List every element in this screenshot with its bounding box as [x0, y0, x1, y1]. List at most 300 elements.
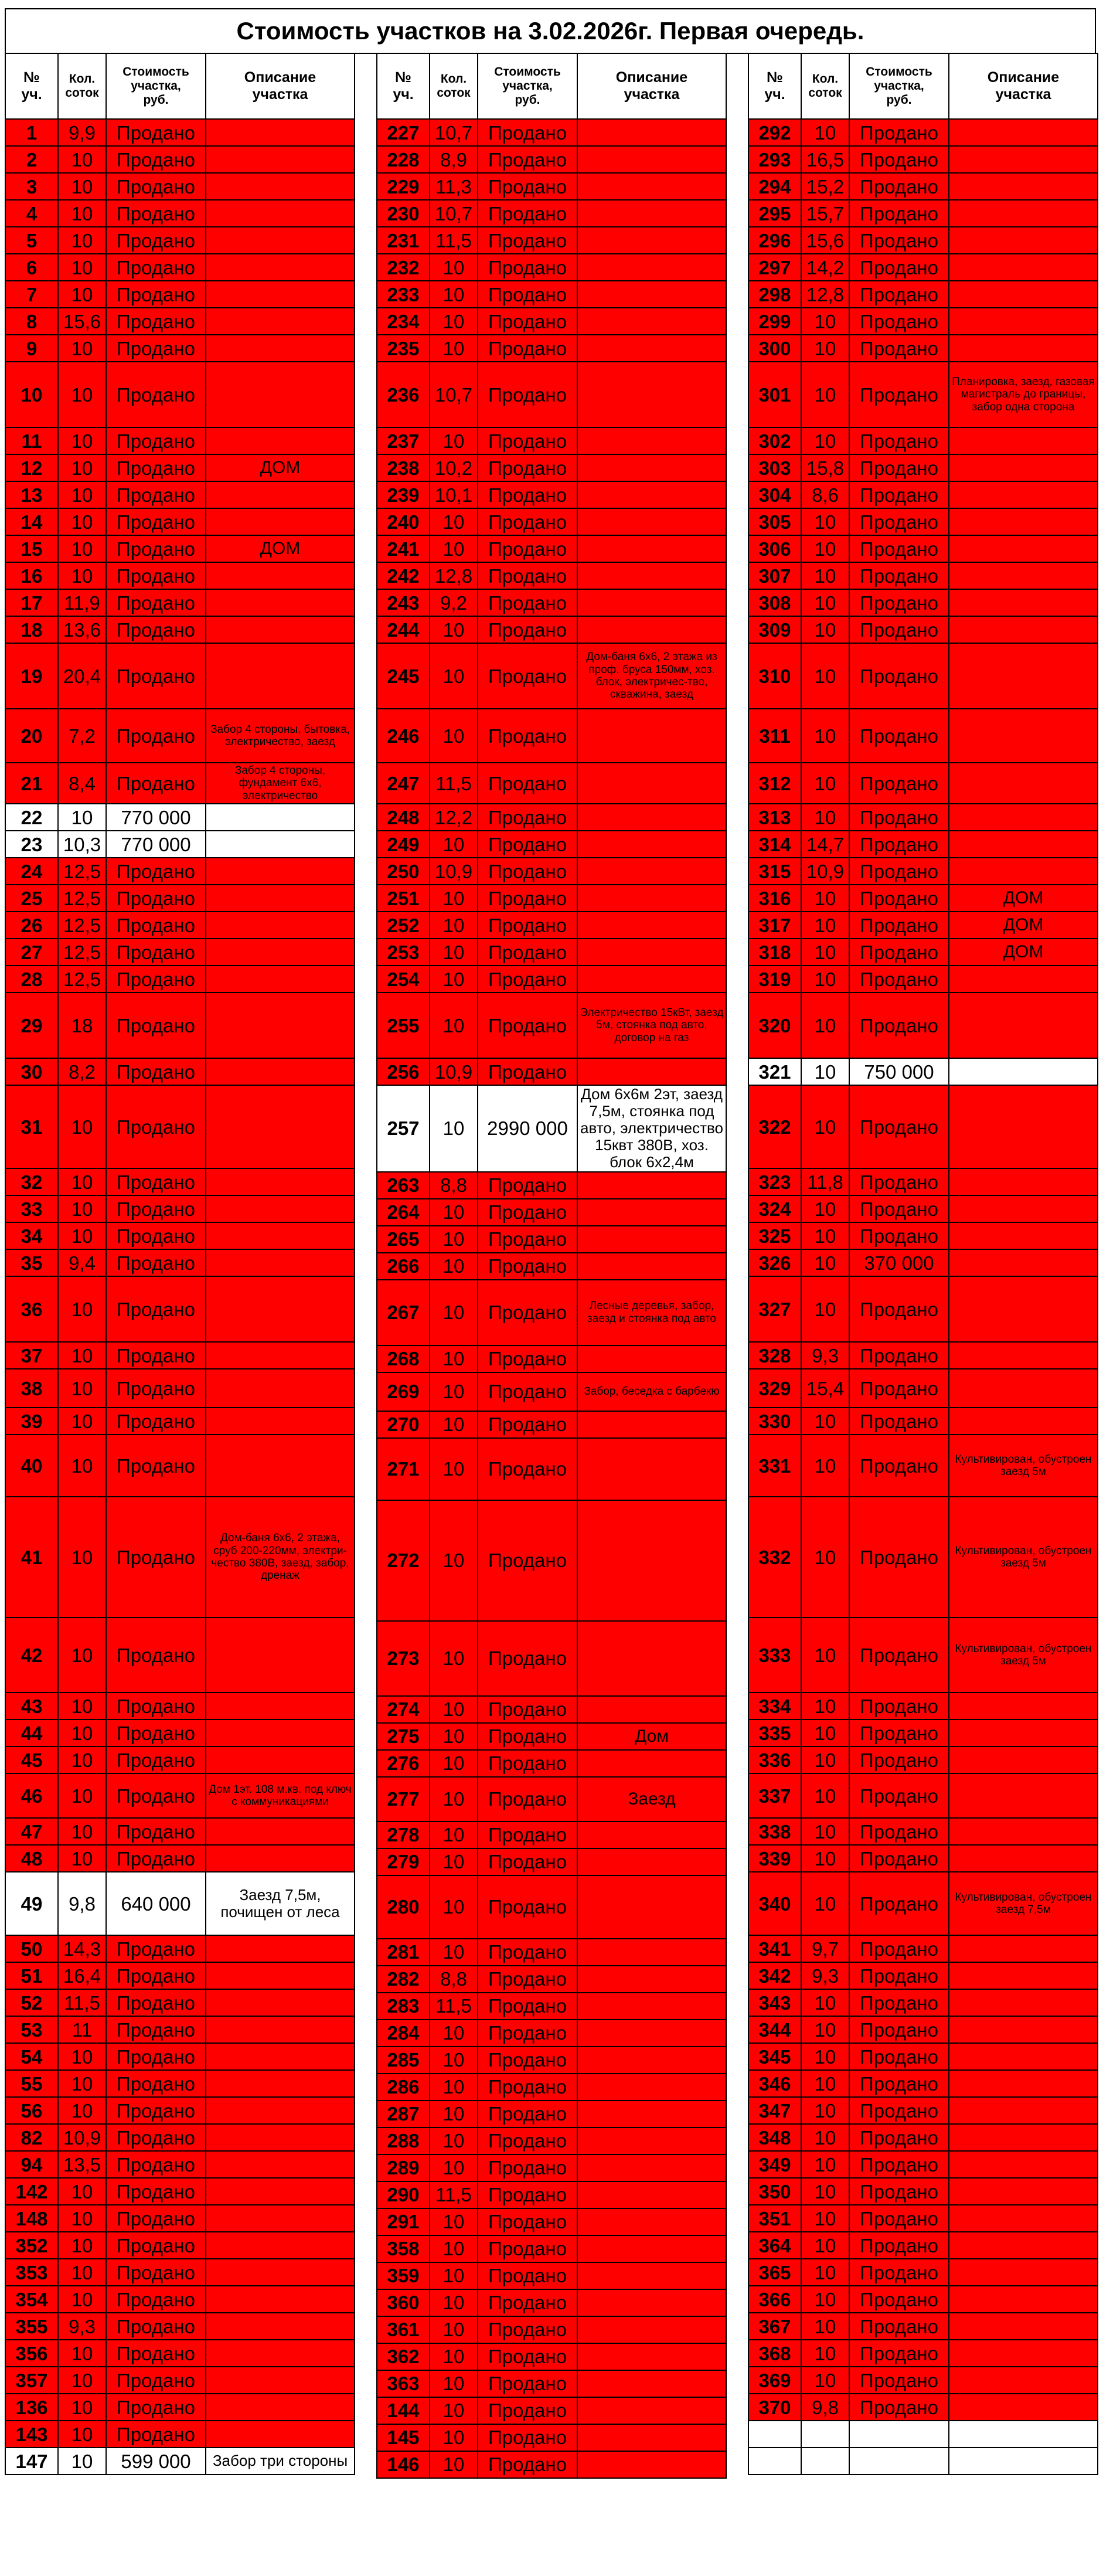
lot-price: Продано	[478, 254, 577, 281]
lot-price: Продано	[478, 1438, 577, 1500]
table-row	[748, 993, 1098, 1058]
lot-price: Продано	[106, 993, 206, 1058]
lot-number: 358	[377, 2235, 430, 2262]
lot-description	[577, 1411, 726, 1438]
table-row	[5, 1872, 355, 1935]
lot-number: 301	[748, 362, 801, 427]
lot-number: 369	[748, 2367, 801, 2394]
lot-price: Продано	[478, 454, 577, 481]
lot-price: Продано	[478, 2316, 577, 2343]
table-row	[5, 1845, 355, 1872]
lot-price: Продано	[478, 1939, 577, 1966]
lot-price: Продано	[106, 1249, 206, 1276]
lot-description	[949, 2448, 1098, 2475]
table-row	[748, 281, 1098, 308]
lot-price: Продано	[478, 1966, 577, 1993]
lot-number: 316	[748, 885, 801, 912]
lot-number: 250	[377, 858, 430, 885]
lot-description	[206, 858, 355, 885]
table-row	[377, 1085, 726, 1172]
table-row	[377, 589, 726, 616]
lot-price: Продано	[106, 1935, 206, 1962]
lot-description: Забор, беседка с барбекю	[577, 1372, 726, 1411]
lot-price: Продано	[478, 858, 577, 885]
lot-number: 31	[5, 1085, 58, 1168]
lot-area: 16,4	[58, 1962, 106, 1989]
lot-price: Продано	[478, 2154, 577, 2181]
lot-number: 53	[5, 2016, 58, 2043]
table-row	[5, 1342, 355, 1369]
lot-description	[577, 2074, 726, 2101]
lot-price: Продано	[478, 763, 577, 804]
lot-area: 8,6	[801, 481, 849, 508]
lot-price: Продано	[478, 481, 577, 508]
lot-number: 242	[377, 562, 430, 589]
table-row	[5, 1773, 355, 1818]
lot-price: Продано	[106, 1719, 206, 1746]
table-row	[748, 1617, 1098, 1693]
lot-area: 10	[58, 1435, 106, 1497]
lot-area: 10	[58, 2340, 106, 2367]
table-row	[748, 804, 1098, 831]
header-lot-number: № уч.	[377, 53, 430, 119]
lot-area: 10	[801, 2043, 849, 2070]
lot-number: 26	[5, 912, 58, 939]
lot-price: Продано	[478, 1280, 577, 1345]
lot-description	[206, 2394, 355, 2421]
lot-price: Продано	[849, 2124, 949, 2151]
lot-description	[949, 2232, 1098, 2259]
lot-price: Продано	[849, 146, 949, 173]
table-row	[377, 308, 726, 335]
lot-price: Продано	[849, 2178, 949, 2205]
lot-price: Продано	[106, 535, 206, 562]
lot-description	[949, 643, 1098, 709]
header-description: Описание участка	[206, 53, 355, 119]
lot-description	[206, 804, 355, 831]
table-row	[377, 173, 726, 200]
lot-description	[577, 427, 726, 454]
lot-number: 3	[5, 173, 58, 200]
lot-area: 11	[58, 2016, 106, 2043]
table-row	[377, 119, 726, 146]
lot-area: 10	[801, 2205, 849, 2232]
table-row	[377, 2424, 726, 2451]
lot-price: Продано	[106, 912, 206, 939]
lot-area: 10	[801, 589, 849, 616]
lot-description	[577, 1199, 726, 1226]
table-row	[5, 1276, 355, 1342]
lot-description	[949, 2286, 1098, 2313]
lot-number: 349	[748, 2151, 801, 2178]
lot-area: 10	[430, 1438, 478, 1500]
lot-area: 10	[801, 885, 849, 912]
lot-area: 10	[58, 1845, 106, 1872]
table-row	[377, 2289, 726, 2316]
table-row	[5, 616, 355, 643]
table-row	[748, 763, 1098, 804]
lot-area: 10	[58, 481, 106, 508]
lot-number: 310	[748, 643, 801, 709]
lot-description	[577, 146, 726, 173]
table-row	[377, 643, 726, 709]
lot-area: 10	[58, 427, 106, 454]
table-row	[377, 616, 726, 643]
lot-description	[577, 1875, 726, 1939]
lot-description	[206, 2016, 355, 2043]
table-row	[5, 2367, 355, 2394]
lot-price: Продано	[478, 119, 577, 146]
table-row	[748, 2448, 1098, 2475]
lot-description	[577, 912, 726, 939]
lot-number: 234	[377, 308, 430, 335]
lot-price: Продано	[478, 2128, 577, 2154]
lot-description	[577, 1253, 726, 1280]
table-row	[748, 1058, 1098, 1085]
table-row	[5, 2124, 355, 2151]
lot-description	[577, 939, 726, 966]
lot-description	[577, 2047, 726, 2074]
table-row	[377, 966, 726, 993]
lot-price: Продано	[478, 227, 577, 254]
lot-area: 10	[58, 2286, 106, 2313]
lot-area: 11,5	[58, 1989, 106, 2016]
lot-description	[949, 146, 1098, 173]
lot-table	[376, 53, 727, 2479]
lot-area: 10	[58, 508, 106, 535]
lot-number: 363	[377, 2370, 430, 2397]
lot-price: Продано	[849, 1693, 949, 1719]
lot-price: Продано	[106, 173, 206, 200]
lot-price: Продано	[478, 535, 577, 562]
lot-number: 27	[5, 939, 58, 966]
lot-number: 317	[748, 912, 801, 939]
lot-description	[206, 2070, 355, 2097]
header-description: Описание участка	[949, 53, 1098, 119]
lot-description	[949, 1342, 1098, 1369]
lot-area: 10	[58, 1408, 106, 1435]
lot-description	[577, 535, 726, 562]
lot-number: 252	[377, 912, 430, 939]
table-row	[748, 1249, 1098, 1276]
lot-description	[577, 119, 726, 146]
lot-area: 10	[430, 281, 478, 308]
lot-price: Продано	[106, 966, 206, 993]
table-row	[377, 254, 726, 281]
lot-number: 257	[377, 1085, 430, 1172]
lot-description	[577, 616, 726, 643]
lot-number: 23	[5, 831, 58, 858]
lot-area: 10	[430, 1411, 478, 1438]
table-row	[377, 481, 726, 508]
header-lot-number: № уч.	[748, 53, 801, 119]
lot-area: 10	[801, 1085, 849, 1168]
lot-description: Дом	[577, 1723, 726, 1750]
lot-number: 308	[748, 589, 801, 616]
table-row	[748, 2205, 1098, 2232]
lot-area: 12,5	[58, 966, 106, 993]
lot-description	[577, 1058, 726, 1085]
lot-description	[577, 2262, 726, 2289]
table-row	[5, 966, 355, 993]
lot-area: 9,8	[58, 1872, 106, 1935]
lot-area: 10	[801, 993, 849, 1058]
table-row	[5, 2016, 355, 2043]
lot-description	[949, 1249, 1098, 1276]
table-row	[748, 2043, 1098, 2070]
table-row	[5, 1719, 355, 1746]
lot-area: 10	[58, 2394, 106, 2421]
lot-price: Продано	[478, 1345, 577, 1372]
lot-number: 311	[748, 709, 801, 763]
lot-price: Продано	[106, 1962, 206, 1989]
lot-number: 39	[5, 1408, 58, 1435]
lot-description: Лесные деревья, забор, заезд и стоянка под авто	[577, 1280, 726, 1345]
table-row	[748, 454, 1098, 481]
lot-price: Продано	[849, 616, 949, 643]
lot-number: 37	[5, 1342, 58, 1369]
lot-number: 299	[748, 308, 801, 335]
lot-description	[206, 119, 355, 146]
lot-area: 10	[430, 2235, 478, 2262]
lot-price: Продано	[106, 2043, 206, 2070]
lot-description: ДОМ	[949, 885, 1098, 912]
lot-price: Продано	[849, 939, 949, 966]
lot-number: 263	[377, 1172, 430, 1199]
lot-description	[577, 858, 726, 885]
lot-number: 56	[5, 2097, 58, 2124]
lot-number: 370	[748, 2394, 801, 2421]
lot-area: 10	[801, 2286, 849, 2313]
table-row	[5, 1058, 355, 1085]
lot-price: 640 000	[106, 1872, 206, 1935]
lot-price: Продано	[478, 643, 577, 709]
lot-price: Продано	[478, 1848, 577, 1875]
table-row	[5, 535, 355, 562]
lot-number: 338	[748, 1818, 801, 1845]
lot-description	[206, 562, 355, 589]
lot-area: 12,5	[58, 939, 106, 966]
lot-description	[949, 1818, 1098, 1845]
lot-number: 267	[377, 1280, 430, 1345]
lot-number: 5	[5, 227, 58, 254]
lot-description	[206, 1818, 355, 1845]
lot-price: 2990 000	[478, 1085, 577, 1172]
table-row	[377, 335, 726, 362]
lot-description	[949, 2340, 1098, 2367]
lot-price: Продано	[478, 2074, 577, 2101]
lot-description	[577, 454, 726, 481]
lot-number: 295	[748, 200, 801, 227]
lot-area: 10	[58, 2448, 106, 2475]
lot-price: Продано	[849, 308, 949, 335]
lot-price: Продано	[478, 1821, 577, 1848]
lot-description	[577, 2289, 726, 2316]
lot-description	[206, 1435, 355, 1497]
lot-price: Продано	[478, 2424, 577, 2451]
lot-price	[849, 2421, 949, 2448]
table-row	[5, 200, 355, 227]
table-row	[5, 709, 355, 763]
lot-area: 10	[430, 2424, 478, 2451]
lot-area: 10	[430, 2451, 478, 2478]
lot-description	[949, 2124, 1098, 2151]
table-row	[748, 1342, 1098, 1369]
lot-number: 292	[748, 119, 801, 146]
lot-description	[577, 1821, 726, 1848]
lot-area: 10	[58, 1773, 106, 1818]
lot-description	[577, 173, 726, 200]
lot-area: 10	[801, 1773, 849, 1818]
lot-area: 10	[430, 1199, 478, 1226]
lot-description	[577, 2451, 726, 2478]
lot-price: Продано	[849, 454, 949, 481]
lot-area: 12,5	[58, 885, 106, 912]
lot-description	[206, 2232, 355, 2259]
lot-description	[206, 2259, 355, 2286]
lot-area: 12,8	[801, 281, 849, 308]
sheet-title: Стоимость участков на 3.02.2026г. Первая очередь.	[5, 8, 1096, 54]
lot-price: Продано	[849, 2286, 949, 2313]
lot-area: 10	[430, 1372, 478, 1411]
lot-number: 306	[748, 535, 801, 562]
lot-description	[577, 1750, 726, 1777]
table-row	[748, 2232, 1098, 2259]
lot-number: 351	[748, 2205, 801, 2232]
lot-number: 340	[748, 1872, 801, 1935]
lot-price: Продано	[106, 200, 206, 227]
table-row	[748, 200, 1098, 227]
lot-price: Продано	[106, 1845, 206, 1872]
lot-price: Продано	[849, 1085, 949, 1168]
table-row	[377, 1345, 726, 1372]
lot-number: 12	[5, 454, 58, 481]
lot-description	[949, 1989, 1098, 2016]
lot-price: Продано	[478, 831, 577, 858]
lot-price	[849, 2448, 949, 2475]
lot-price: Продано	[849, 966, 949, 993]
lot-area: 10	[430, 308, 478, 335]
lot-description	[577, 1438, 726, 1500]
lot-description	[577, 1500, 726, 1621]
lot-area: 10,9	[801, 858, 849, 885]
lot-number: 33	[5, 1195, 58, 1222]
lot-description	[577, 227, 726, 254]
lot-area: 10	[58, 1222, 106, 1249]
lot-description	[577, 200, 726, 227]
table-row	[748, 146, 1098, 173]
lot-number: 21	[5, 763, 58, 804]
lot-number: 324	[748, 1195, 801, 1222]
lot-area: 10	[801, 1693, 849, 1719]
table-row	[748, 2151, 1098, 2178]
lot-price: Продано	[478, 616, 577, 643]
lot-number: 356	[5, 2340, 58, 2367]
lot-description	[577, 831, 726, 858]
lot-number: 11	[5, 427, 58, 454]
lot-number: 16	[5, 562, 58, 589]
lot-number	[748, 2421, 801, 2448]
table-row	[748, 1497, 1098, 1617]
lot-area: 10	[430, 427, 478, 454]
lot-area: 14,7	[801, 831, 849, 858]
lot-number: 246	[377, 709, 430, 763]
header-price: Стоимость участка, руб.	[106, 53, 206, 119]
lot-description	[949, 1746, 1098, 1773]
lot-area: 10	[430, 709, 478, 763]
lot-price: Продано	[478, 2101, 577, 2128]
table-row	[5, 1818, 355, 1845]
lot-area: 9,4	[58, 1249, 106, 1276]
lot-area: 16,5	[801, 146, 849, 173]
lot-description	[949, 1693, 1098, 1719]
lot-number: 357	[5, 2367, 58, 2394]
lot-description	[206, 227, 355, 254]
lot-description	[577, 2020, 726, 2047]
lot-price: Продано	[478, 966, 577, 993]
lot-description: ДОМ	[206, 535, 355, 562]
lot-area: 10	[801, 763, 849, 804]
lot-description	[949, 2016, 1098, 2043]
lot-description	[949, 254, 1098, 281]
lot-number: 14	[5, 508, 58, 535]
lot-price: Продано	[849, 804, 949, 831]
lot-price: Продано	[478, 2370, 577, 2397]
lot-area: 10	[801, 1435, 849, 1497]
lot-description	[949, 1168, 1098, 1195]
lot-number: 50	[5, 1935, 58, 1962]
lot-description	[577, 885, 726, 912]
table-row	[5, 2043, 355, 2070]
lot-number: 318	[748, 939, 801, 966]
lot-number: 30	[5, 1058, 58, 1085]
lot-description	[206, 508, 355, 535]
lot-price: Продано	[106, 589, 206, 616]
lot-area: 10,9	[58, 2124, 106, 2151]
lot-price: Продано	[106, 2259, 206, 2286]
lot-description	[206, 1746, 355, 1773]
lot-area: 10	[430, 508, 478, 535]
lot-description	[206, 1989, 355, 2016]
lot-price: Продано	[849, 1497, 949, 1617]
lot-number: 335	[748, 1719, 801, 1746]
lot-number: 300	[748, 335, 801, 362]
table-row	[748, 335, 1098, 362]
lot-area: 10	[430, 2262, 478, 2289]
lot-table	[748, 53, 1098, 2475]
table-row	[377, 1939, 726, 1966]
lot-area: 11,8	[801, 1168, 849, 1195]
lot-price: Продано	[849, 831, 949, 858]
lot-price: Продано	[478, 1993, 577, 2020]
lot-description	[949, 227, 1098, 254]
lot-area: 10	[58, 1719, 106, 1746]
lot-area: 10	[430, 1226, 478, 1253]
lot-area: 10	[58, 804, 106, 831]
table-row	[748, 1989, 1098, 2016]
lot-area: 10	[801, 2232, 849, 2259]
table-row	[5, 562, 355, 589]
lot-price: Продано	[478, 2047, 577, 2074]
lot-number: 25	[5, 885, 58, 912]
lot-description	[949, 562, 1098, 589]
table-row	[5, 427, 355, 454]
lot-price: Продано	[478, 362, 577, 427]
lot-price: Продано	[849, 254, 949, 281]
lot-price: Продано	[106, 1497, 206, 1617]
table-row	[5, 763, 355, 804]
lot-area: 13,5	[58, 2151, 106, 2178]
